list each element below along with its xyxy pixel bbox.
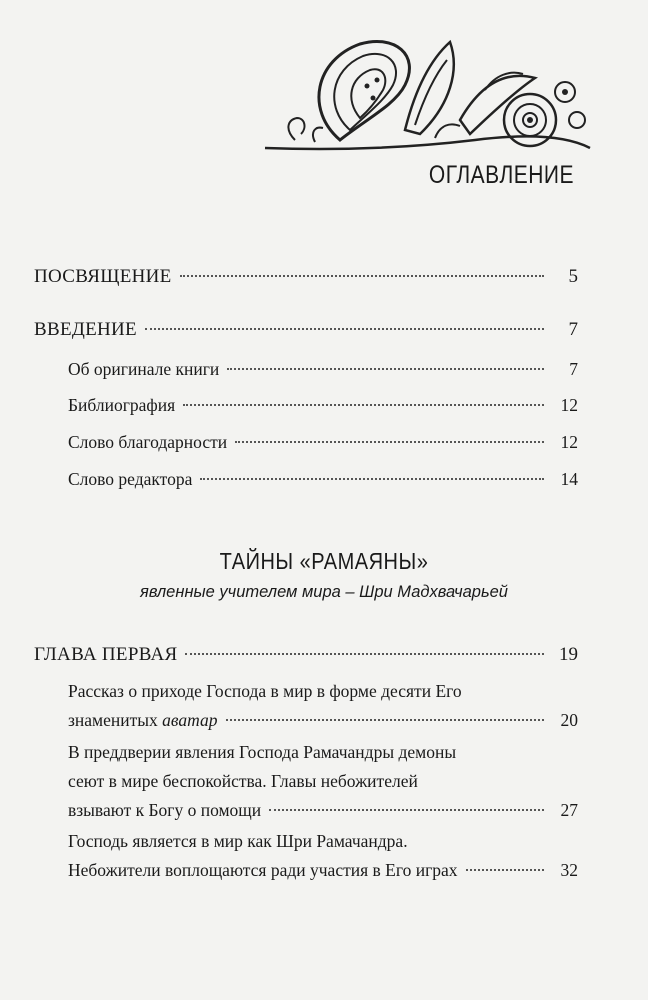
toc-entry-label: ПОСВЯЩЕНИЕ: [34, 266, 172, 287]
toc-entry-line: сеют в мире беспокойства. Главы небожителей: [68, 771, 418, 791]
dot-leader: [183, 404, 544, 406]
toc-page-number: 32: [560, 860, 578, 880]
toc-entry-text: знаменитых: [68, 710, 163, 730]
toc-entry-label: Слово редактора: [68, 469, 193, 489]
toc-subentry[interactable]: [68, 428, 578, 456]
toc-entry-last-line: [68, 856, 578, 885]
dot-leader: [226, 719, 545, 721]
dot-leader: [235, 441, 544, 443]
dot-leader: [185, 653, 544, 655]
toc-subentry[interactable]: [68, 738, 578, 825]
toc-entry-last-line: [68, 706, 578, 735]
toc-page-number: 7: [569, 359, 578, 379]
toc-entry-line: Рассказ о приходе Господа в мир в форме десяти Его: [68, 681, 462, 701]
toc-entry-label: Об оригинале книги: [68, 359, 220, 379]
toc-page-number: 7: [568, 319, 578, 340]
dot-leader: [227, 368, 544, 370]
toc-entry-line: В преддверии явления Господа Рамачандры демоны: [68, 742, 457, 762]
toc-entry-text: взывают к Богу о помощи: [68, 800, 262, 820]
toc-entry-label: ВВЕДЕНИЕ: [34, 319, 137, 340]
toc-page-number: 12: [560, 432, 578, 452]
toc-page-number: 19: [559, 644, 578, 665]
dot-leader: [269, 809, 544, 811]
toc-subentry[interactable]: [68, 391, 578, 419]
toc-page-number: 14: [560, 469, 578, 489]
paisley-ornament-icon: [255, 30, 595, 170]
toc-entry[interactable]: [34, 316, 578, 344]
dot-leader: [180, 275, 544, 277]
toc-page-number: 5: [568, 266, 578, 287]
section-title: ТАЙНЫ «РАМАЯНЫ»: [219, 549, 429, 575]
toc-page-number: 20: [560, 710, 578, 730]
toc-entry-line: Господь является в мир как Шри Рамачандра.: [68, 831, 408, 851]
toc-entry-last-line: [68, 796, 578, 825]
toc-entry[interactable]: [34, 263, 578, 291]
toc-entry-label: ГЛАВА ПЕРВАЯ: [34, 644, 178, 665]
toc-subentry[interactable]: [68, 677, 578, 735]
page-title: ОГЛАВЛЕНИЕ: [428, 162, 574, 190]
toc-subentry[interactable]: [68, 827, 578, 885]
toc-subentry[interactable]: [68, 355, 578, 383]
dot-leader: [200, 478, 544, 480]
toc-entry-italic: аватар: [162, 710, 218, 730]
toc-entry-label: Слово благодарности: [68, 432, 228, 452]
dot-leader: [466, 869, 544, 871]
toc-subentry[interactable]: [68, 465, 578, 493]
toc-page-number: 12: [560, 395, 578, 415]
section-subtitle: явленные учителем мира – Шри Мадхвачарьей: [140, 583, 508, 601]
toc-chapter[interactable]: [34, 641, 578, 669]
toc-page-number: 27: [560, 800, 578, 820]
toc-entry-text: Небожители воплощаются ради участия в Его играх: [68, 860, 458, 880]
toc-entry-label: Библиография: [68, 395, 176, 415]
dot-leader: [145, 328, 544, 330]
